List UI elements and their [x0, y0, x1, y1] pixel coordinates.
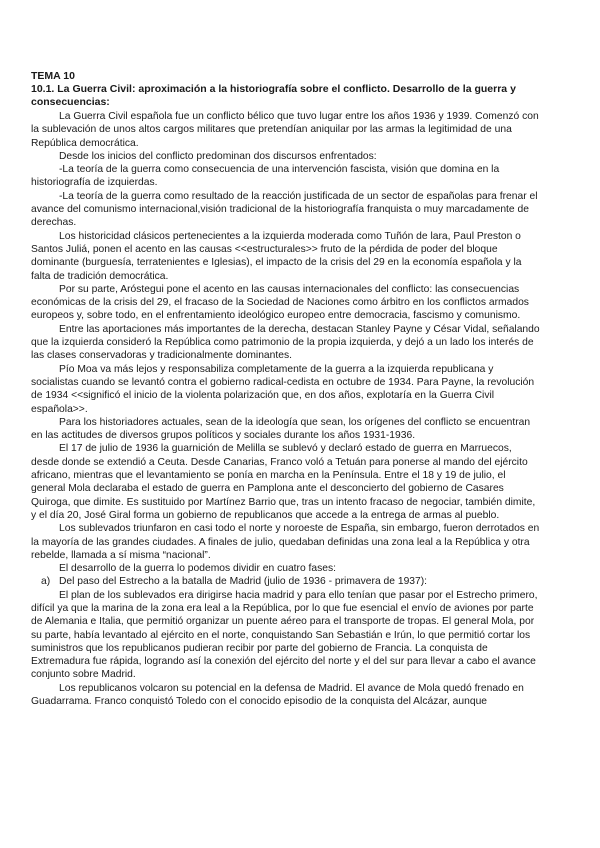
paragraph: Los historicidad clásicos pertenecientes a la izquierda moderada como Tuñón de lara, Paul Preston o Santos Juliá, ponen el acento en las causas <<estructurales>> fruto de la pérdida de poder del bloque dominante (burguesía, terratenientes e Iglesias), el impacto de la crisis del 29 en la economía española y la falta de tradición democrática.: [31, 230, 522, 282]
paragraph: El 17 de julio de 1936 la guarnición de Melilla se sublevó y declaró estado de guerra en Marruecos, desde donde se extendió a Ceuta. Desde Canarias, Franco voló a Tetuán para ponerse al mando del ejército africano, mientras que el levantamiento se ponía en marcha en la Península. Entre el 18 y 19 de julio, el general Mola declaraba el estado de guerra en Pamplona ante el desconcierto del gobierno de Casares Quiroga, que dimite. Es sustituido por Martínez Barrio que, tras un intento fracaso de negociar, también dimite, y el día 20, José Giral forma un gobierno de republicanos que accede a la entrega de armas al pueblo.: [31, 443, 536, 521]
paragraph: Los sublevados triunfaron en casi todo el norte y noroeste de España, sin embargo, fueron derrotados en la mayoría de las grandes ciudades. A finales de julio, quedaban definidas una zona leal a la República y otra rebelde, llamada a sí misma “nacional”.: [31, 523, 540, 561]
paragraph: Pío Moa va más lejos y responsabiliza completamente de la guerra a la izquierda republicana y socialistas cuando se levantó contra el gobierno radical-cedista en octubre de 1934. Para Payne, la revolución de 1934 <<significó el inicio de la violenta polarización que, en dos años, explotaría en la Guerra Civil española>>.: [31, 363, 535, 415]
paragraph: El desarrollo de la guerra lo podemos dividir en cuatro fases:: [59, 563, 337, 575]
paragraph: La Guerra Civil española fue un conflicto bélico que tuvo lugar entre los años 1936 y 1939. Comenzó con la sublevación de unos altos cargos militares que pretendían aniquilar por las armas la legitimidad de una República democrática.: [31, 111, 539, 149]
paragraph: El plan de los sublevados era dirigirse hacia madrid y para ello tenían que pasar por el Estrecho primero, difícil ya que la marina de la zona era leal a la República, por lo que fue esencial el envío de aviones por parte de Alemania e Italia, que permitió organizar un puente aéreo para el transporte de tropas. El general Mola, por su parte, había levantado al ejército en el norte, conquistando San Sebastián e Irún, lo que permitió cortar los suministros que los republicanos pudieran recibir por parte del gobierno de Francia. La conquista de Extremadura fue rápida, logrando así la conexión del ejército del norte y el del sur para llevar a cabo el avance conjunto sobre Madrid.: [31, 589, 538, 681]
paragraph: Por su parte, Aróstegui pone el acento en las causas internacionales del conflicto: las consecuencias económicas de la crisis del 29, el fracaso de la Sociedad de Naciones como árbitro en los conflictos armados europeos y, sobre todo, en el enfrentamiento ideológico europeo entre democracia, fascismo y comunismo.: [31, 283, 529, 322]
paragraph: -La teoría de la guerra como consecuencia de una intervención fascista, visión que domina en la historiografía de izquierdas.: [31, 164, 500, 189]
list-item: [41, 575, 542, 588]
document-title: TEMA 10: [31, 70, 75, 82]
section-heading: 10.1. La Guerra Civil: aproximación a la historiografía sobre el conflicto. Desarrollo de la guerra y consecuencias:: [31, 83, 516, 108]
paragraph: Para los historiadores actuales, sean de la ideología que sean, los orígenes del conflicto se encuentran en las actitudes de diversos grupos políticos y sociales durante los años 1931-1936.: [31, 416, 531, 442]
paragraph: Desde los inicios del conflicto predominan dos discursos enfrentados:: [59, 150, 377, 162]
list-marker: a): [41, 576, 51, 588]
list-item-text: Del paso del Estrecho a la batalla de Madrid (julio de 1936 - primavera de 1937):: [59, 576, 428, 588]
paragraph: -La teoría de la guerra como resultado de la reacción justificada de un sector de españolas para frenar el avance del comunismo internacional,visión tradicional de la historiografía franquista o muy marcadamente de derechas.: [31, 190, 538, 229]
paragraph: Entre las aportaciones más importantes de la derecha, destacan Stanley Payne y César Vidal, señalando que la izquierda consideró la República como patrimonio de la propia izquierda, y dejó a un lado los interés de las clases conservadoras y tradicionalmente dominantes.: [31, 323, 540, 362]
paragraph: Los republicanos volcaron su potencial en la defensa de Madrid. El avance de Mola quedó frenado en Guadarrama. Franco conquistó Toledo con el conocido episodio de la conquista del Alcázar, aunque: [31, 682, 524, 708]
